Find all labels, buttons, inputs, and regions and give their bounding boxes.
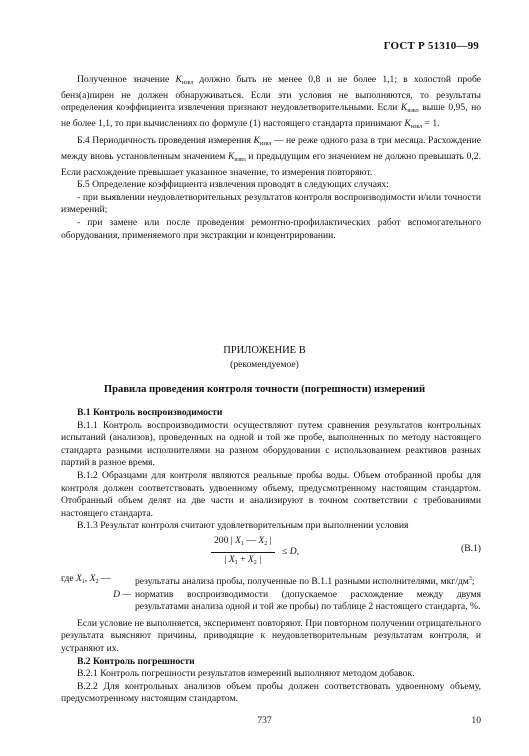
paragraph-b4: Б.4 Периодичность проведения измерения $K_{извл}$ — не реже одного раза в три месяца. Расхождение между вновь установленным значением $K_{извл}$ и предыдущим его значением не должно превышать 0,2. Если расхождение превышает указанное значение, то измерения повторяют. (61, 135, 482, 178)
heading-accuracy: В.2 Контроль погрешности (77, 655, 195, 667)
paragraph-c11: В.1.1 Контроль воспроизводимости осуществляют путем сравнения результатов контрольных испытаний (анализов), проведенных на одной и той же пробе, выполненных по методу настоящего стандарта разными исполнителями на разном оборудовании с использованием реактивов разных партий в разное время. (61, 419, 481, 469)
paragraph-repeat: Если условие не выполняется, эксперимент повторяют. При повторном получении отрицательного результата выясняют причины, приводящие к неудовлетворительным результатам контроля, и устраняют их. (61, 617, 481, 654)
appendix-subtitle: (рекомендуемое) (230, 359, 299, 370)
k-symbol: K (175, 74, 182, 85)
appendix-title: ПРИЛОЖЕНИЕ В (223, 345, 306, 356)
definition-description: результаты анализа пробы, полученные по В.1.1 разными исполнителями, мкг/$дм^3$; (135, 575, 475, 587)
standard-number: ГОСТ Р 51310—99 (383, 40, 479, 52)
section-title: Правила проведения контроля точности (погрешности) измерений (103, 384, 426, 395)
paragraph-c12: В.1.2 Образцами для контроля являются реальные пробы воды. Объем отобранной пробы для контроля должен соответствовать удвоенному объему, предусмотренному настоящим стандартом. Отобранный объем делят на две части и анализируют в точном соответствии с требованиями настоящего стандарта. (61, 469, 481, 519)
formula-denominator: | $X_1 + X_2$ | (224, 553, 262, 566)
paragraph-c22: В.2.2 Для контрольных анализов объем пробы должен соответствовать удвоенному объему, предусмотренному настоящим стандартом. (61, 680, 481, 705)
page-number-center: 737 (257, 715, 272, 726)
formula-fraction (211, 535, 275, 569)
list-item: - при выявлении неудовлетворительных результатов контроля воспроизводимости и/или точности измерений; (61, 191, 481, 216)
formula-c1 (61, 533, 481, 567)
paragraph-b5: Б.5 Определение коэффициента извлечения проводят в следующих случаях: (77, 179, 389, 191)
definition-term: где $X_1$, $X_2$ — (61, 572, 111, 585)
paragraph-c21: В.2.1 Контроль погрешности результатов измерений выполняют методом добавок. (77, 668, 415, 680)
equation-number: (В.1) (461, 542, 481, 554)
formula-relation: ≤ D, (282, 545, 300, 557)
list-item: - при замене или после проведения ремонтно-профилактических работ вспомогательного оборудования, применяемого при экстракции и концентрировании. (61, 216, 481, 241)
definition-term: D — (113, 588, 131, 600)
page-number-right: 10 (471, 715, 481, 726)
formula-definitions (61, 573, 481, 614)
heading-reproducibility: В.1 Контроль воспроизводимости (77, 407, 223, 418)
paragraph-c13: В.1.3 Результат контроля считают удовлетворительным при выполнении условия (77, 520, 409, 532)
appendix-b-continuation (61, 74, 481, 242)
appendix-c-body (61, 407, 481, 706)
formula-numerator: 200 | $X_1$ — $X_2$ | (211, 535, 275, 553)
paragraph-k-value: Полученное значение $K_{извл}$ должно быть не менее 0,8 и не более 1,1; в холостой пробе бенз(а)пирен не должен обнаруживаться. Если эти условия не выполняются, то результаты определения коэффициента извлечения признают неудовлетворительными. Если $K_{извл}$ выше 0,95, но не более 1,1, то при вычислениях по формуле (1) настоящего стандарта принимают $K_{извл} = 1$. (61, 74, 482, 130)
definition-description: норматив воспроизводимости (допускаемое расхождение между двумя результатами анализа одной и той же пробы) по таблице 2 настоящего стандарта, %. (135, 588, 481, 613)
